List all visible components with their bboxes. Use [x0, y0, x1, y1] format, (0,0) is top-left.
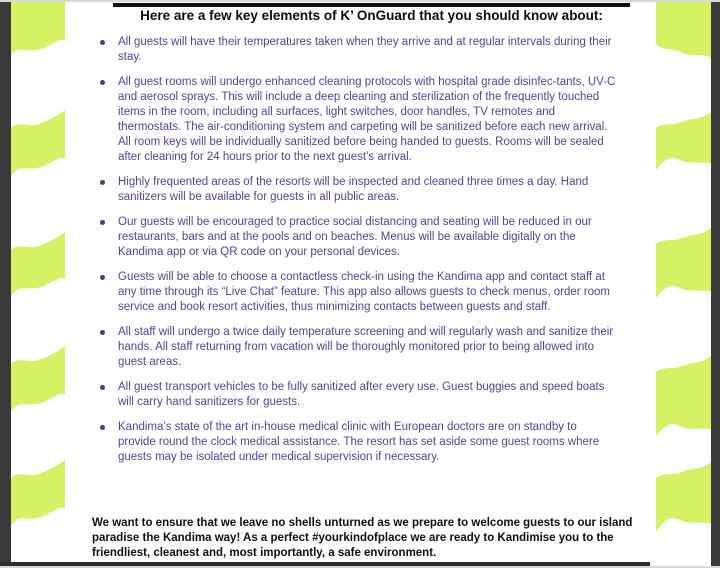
top-edge-strip: [0, 0, 720, 2]
list-item: [98, 175, 616, 205]
wave-decoration-left: [11, 0, 65, 568]
bullet-icon: [100, 80, 105, 85]
bullet-text: All guest rooms will undergo enhanced cleaning protocols with hospital grade disinfec-tants, UV-C and aerosol sprays. This will include a deep cleaning and sterilization of the frequently touched items in the room, including all surfaces, light switches, door handles, TV remotes and thermostats. The air-conditioning system and carpeting will be sanitized before each new arrival. All room keys will be individually sanitized before being handed to guests. Rooms will be sealed after cleaning for 24 hours prior to the next guest’s arrival.: [118, 76, 616, 163]
bullet-icon: [100, 40, 105, 45]
bullet-icon: [100, 385, 105, 390]
bullet-text: Our guests will be encouraged to practice social distancing and seating will be reduced in our restaurants, bars and at the pools and on beaches. Menus will be available digitally on the Kandima app or via QR code on your personal devices.: [118, 216, 592, 258]
bullet-icon: [100, 330, 105, 335]
list-item: [98, 35, 616, 65]
key-elements-list: [98, 35, 616, 475]
top-divider: [113, 3, 630, 7]
closing-paragraph: We want to ensure that we leave no shells unturned as we prepare to welcome guests to our island paradise the Kandima way! As a perfect #yourkindofplace we are ready to Kandimise you to the friendliest, cleanest and, most importantly, a safe environment.: [92, 517, 633, 559]
bullet-text: Highly frequented areas of the resorts will be inspected and cleaned three times a day. Hand sanitizers will be available for guests in all public areas.: [118, 176, 589, 203]
wave-decoration-right: [656, 0, 711, 568]
list-item: [98, 270, 616, 315]
window-frame-right: [711, 0, 720, 568]
bullet-icon: [100, 275, 105, 280]
page-title: Here are a few key elements of K’ OnGuard that you should know about:: [140, 8, 603, 23]
bullet-text: Kandima’s state of the art in-house medical clinic with European doctors are on standby to provide round the clock medical assistance. The resort has set aside some guest rooms where guests may be isolated under medical supervision if necessary.: [118, 421, 600, 463]
bullet-text: All staff will undergo a twice daily temperature screening and will regularly wash and sanitize their hands. All staff returning from vacation will be thoroughly monitored prior to being allowed into guest areas.: [118, 326, 614, 368]
bullet-text: All guests will have their temperatures taken when they arrive and at regular intervals during their stay.: [118, 36, 612, 63]
list-item: [98, 75, 616, 165]
bullet-icon: [100, 180, 105, 185]
list-item: [98, 380, 616, 410]
window-frame-left: [0, 0, 11, 568]
list-item: [98, 420, 616, 465]
list-item: [98, 325, 616, 370]
bullet-text: Guests will be able to choose a contactless check-in using the Kandima app and contact staff at any time through its “Live Chat” feature. This app also allows guests to check menus, order room service and book resort activities, thus minimizing contacts between guests and staff.: [118, 271, 610, 313]
list-item: [98, 215, 616, 260]
bullet-icon: [100, 220, 105, 225]
bullet-icon: [100, 425, 105, 430]
bullet-text: All guest transport vehicles to be fully sanitized after every use. Guest buggies and speed boats will carry hand sanitizers for guests.: [118, 381, 605, 408]
